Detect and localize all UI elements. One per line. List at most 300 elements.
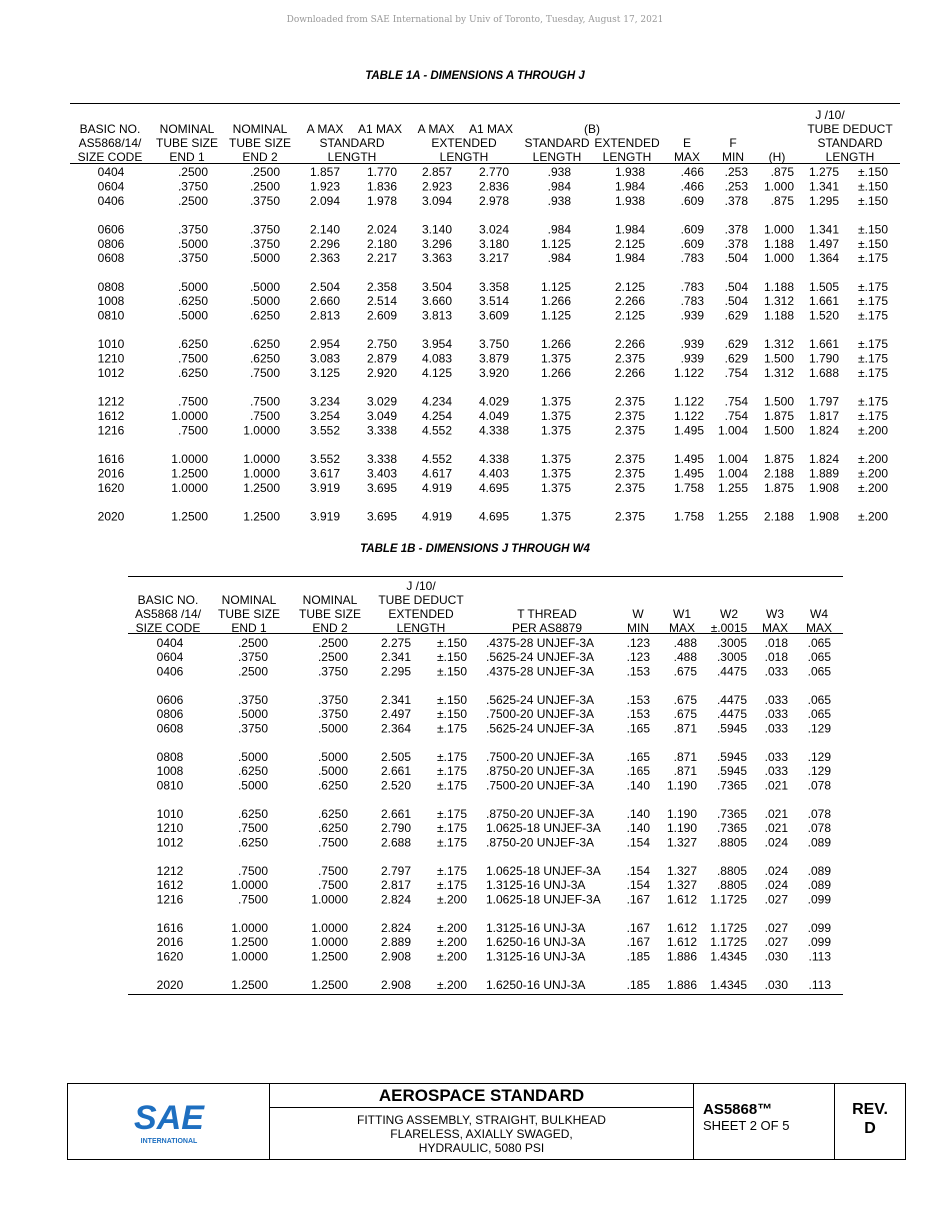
table-cell: ±.150 xyxy=(858,165,888,179)
table-cell: .783 xyxy=(680,279,704,294)
table-cell: 1.188 xyxy=(763,308,794,323)
table-cell: .4475 xyxy=(716,707,747,722)
table-cell: .3750 xyxy=(177,222,208,237)
table-cell: .875 xyxy=(770,165,794,179)
table-cell: .675 xyxy=(673,693,697,707)
table-cell: .5625-24 UNJEF-3A xyxy=(486,650,595,665)
sheet-number: SHEET 2 OF 5 xyxy=(703,1118,790,1133)
table-cell: 2.266 xyxy=(614,337,645,352)
table-cell: .153 xyxy=(626,707,650,722)
table-cell: .7500 xyxy=(177,394,208,409)
table-cell: 1.661 xyxy=(808,337,839,352)
table-cell: 3.695 xyxy=(366,509,397,523)
table-cell: 1.312 xyxy=(763,337,794,352)
column-header: TUBE SIZE xyxy=(155,136,219,150)
table-cell: .7500 xyxy=(317,835,348,850)
table-cell: 2.797 xyxy=(380,864,411,878)
table-cell: .033 xyxy=(764,721,788,736)
table-cell: 1.375 xyxy=(540,351,571,366)
table-cell: 1.875 xyxy=(763,409,794,423)
table-cell: 1616 xyxy=(97,452,125,466)
table-cell: 1.824 xyxy=(808,423,839,438)
table-cell: .4375-28 UNJEF-3A xyxy=(486,664,595,679)
table-cell: 1.188 xyxy=(763,279,794,294)
table-cell: 1.938 xyxy=(614,165,645,179)
table-cell: 1010 xyxy=(97,337,125,352)
table-cell: ±.150 xyxy=(858,236,888,251)
table-cell: .140 xyxy=(626,821,650,836)
table-cell: .5625-24 UNJEF-3A xyxy=(486,693,595,707)
svg-text:INTERNATIONAL: INTERNATIONAL xyxy=(140,1137,197,1145)
table-cell: ±.200 xyxy=(437,949,467,964)
table-cell: 1.2500 xyxy=(231,978,268,992)
column-header: AS5868/14/ xyxy=(78,136,142,150)
table-cell: 2.836 xyxy=(478,179,509,194)
table-cell: 1.2500 xyxy=(311,978,348,992)
table-cell: .3750 xyxy=(177,179,208,194)
table-cell: 1.125 xyxy=(540,308,571,323)
revision-value: D xyxy=(864,1120,876,1137)
table-cell: ±.175 xyxy=(437,864,467,878)
table-cell: .089 xyxy=(807,864,831,878)
table-cell: 1.938 xyxy=(614,193,645,208)
table-cell: 3.140 xyxy=(421,222,452,237)
table-cell: .7500 xyxy=(237,864,268,878)
table-cell: .7500-20 UNJEF-3A xyxy=(486,750,595,764)
table-cell: 1616 xyxy=(156,921,184,935)
table-cell: ±.175 xyxy=(858,251,888,266)
table-cell: 3.029 xyxy=(366,394,397,409)
table-cell: 1.0000 xyxy=(231,878,268,893)
table-cell: 3.552 xyxy=(309,423,340,438)
table-cell: .030 xyxy=(764,978,788,992)
table-cell: .3750 xyxy=(249,193,280,208)
table-cell: 0808 xyxy=(97,279,125,294)
table-cell: 1.836 xyxy=(366,179,397,194)
title-block-description xyxy=(270,1084,694,1159)
table-cell: 2.125 xyxy=(614,279,645,294)
table-cell: .2500 xyxy=(317,650,348,665)
table-cell: .6250 xyxy=(317,807,348,821)
table-cell: 1.3125-16 UNJ-3A xyxy=(486,878,586,893)
table-cell: 1.824 xyxy=(808,452,839,466)
table-cell: ±.200 xyxy=(858,452,888,466)
table-cell: 1.2500 xyxy=(171,509,208,523)
table-cell: 2.920 xyxy=(366,366,397,380)
table-cell: 2.375 xyxy=(614,409,645,423)
table-cell: 1.875 xyxy=(763,452,794,466)
table-cell: 2.266 xyxy=(614,294,645,309)
table-cell: 2.824 xyxy=(380,921,411,935)
table-cell: 1012 xyxy=(97,366,125,380)
table-cell: 1216 xyxy=(97,423,125,438)
table-cell: 2.923 xyxy=(421,179,452,194)
table-cell: ±.150 xyxy=(858,222,888,237)
table-cell: 1.188 xyxy=(763,236,794,251)
table-cell: 3.296 xyxy=(421,236,452,251)
table-cell: 1008 xyxy=(156,764,184,779)
table-cell: ±.175 xyxy=(858,351,888,366)
table-cell: 1.6250-16 UNJ-3A xyxy=(486,978,586,992)
table-cell: .033 xyxy=(764,707,788,722)
column-header: MAX xyxy=(805,621,833,635)
table-cell: 2.217 xyxy=(366,251,397,266)
table-cell: ±.200 xyxy=(437,935,467,950)
table-cell: 1212 xyxy=(156,864,184,878)
table-cell: 0406 xyxy=(156,664,184,679)
table-cell: .488 xyxy=(673,650,697,665)
table-cell: .3005 xyxy=(716,636,747,650)
table-cell: .5000 xyxy=(237,707,268,722)
table-cell: .5000 xyxy=(249,279,280,294)
column-header: LENGTH xyxy=(825,150,875,164)
table-cell: 1.122 xyxy=(673,394,704,409)
table-1a-grid xyxy=(70,103,900,523)
table-cell: 1612 xyxy=(97,409,125,423)
table-cell: 1012 xyxy=(156,835,184,850)
table-cell: 2.375 xyxy=(614,351,645,366)
table-cell: 4.919 xyxy=(421,509,452,523)
column-header: STANDARD xyxy=(319,136,385,150)
table-cell: 1.266 xyxy=(540,337,571,352)
table-cell: .5000 xyxy=(237,750,268,764)
document-title xyxy=(270,1108,693,1155)
table-cell: 2.375 xyxy=(614,466,645,481)
table-cell: 2.660 xyxy=(309,294,340,309)
table-cell: 1.1725 xyxy=(710,892,747,907)
table-cell: ±.175 xyxy=(437,835,467,850)
table-cell: 2016 xyxy=(156,935,184,950)
table-cell: .123 xyxy=(626,636,650,650)
table-cell: .021 xyxy=(764,778,788,793)
table-cell: 1.500 xyxy=(763,351,794,366)
table-cell: .024 xyxy=(764,864,788,878)
table-cell: 1.4345 xyxy=(710,949,747,964)
column-header: J /10/ xyxy=(815,108,845,122)
table-cell: 3.514 xyxy=(478,294,509,309)
table-cell: 0406 xyxy=(97,193,125,208)
table-cell: 1.0000 xyxy=(311,892,348,907)
column-header: A MAX xyxy=(417,122,455,136)
table-cell: .3750 xyxy=(317,707,348,722)
table-cell: .4475 xyxy=(716,664,747,679)
table-cell: .6250 xyxy=(177,337,208,352)
table-cell: ±.175 xyxy=(437,778,467,793)
table-cell: 2.358 xyxy=(366,279,397,294)
table-cell: .5000 xyxy=(317,764,348,779)
column-header: A1 MAX xyxy=(468,122,514,136)
table-cell: .185 xyxy=(626,949,650,964)
table-cell: 2.375 xyxy=(614,452,645,466)
table-cell: .6250 xyxy=(177,366,208,380)
table-cell: 1.341 xyxy=(808,179,839,194)
table-cell: 1.327 xyxy=(666,864,697,878)
table-cell: 3.180 xyxy=(478,236,509,251)
table-cell: .2500 xyxy=(177,165,208,179)
table-cell: 1.923 xyxy=(309,179,340,194)
column-header: BASIC NO. xyxy=(137,593,199,607)
table-cell: 1620 xyxy=(97,480,125,495)
column-header: W1 xyxy=(673,607,691,621)
table-cell: 1.190 xyxy=(666,778,697,793)
table-cell: ±.175 xyxy=(858,409,888,423)
table-cell: 1.2500 xyxy=(243,509,280,523)
table-cell: 1.1725 xyxy=(710,935,747,950)
table-cell: 3.217 xyxy=(478,251,509,266)
column-header: AS5868 /14/ xyxy=(134,607,202,621)
column-header: (B) xyxy=(584,122,600,136)
table-cell: 1.495 xyxy=(673,423,704,438)
table-cell: .939 xyxy=(680,337,704,352)
table-cell: 0606 xyxy=(97,222,125,237)
table-cell: 2.375 xyxy=(614,509,645,523)
document-number-cell xyxy=(694,1084,835,1159)
table-cell: .030 xyxy=(764,949,788,964)
table-cell: .165 xyxy=(626,721,650,736)
table-cell: ±.175 xyxy=(858,337,888,352)
table-cell: .8805 xyxy=(716,864,747,878)
column-header: MAX xyxy=(761,621,789,635)
table-cell: 2.609 xyxy=(366,308,397,323)
table-cell: .871 xyxy=(673,750,697,764)
table-cell: .7500 xyxy=(237,821,268,836)
table-cell: 1.0000 xyxy=(243,466,280,481)
table-cell: .6250 xyxy=(317,821,348,836)
table-cell: .018 xyxy=(764,650,788,665)
table-cell: .754 xyxy=(724,366,748,380)
table-cell: 1.125 xyxy=(540,279,571,294)
table-cell: 3.083 xyxy=(309,351,340,366)
column-header: SIZE CODE xyxy=(135,621,201,635)
table-cell: 2016 xyxy=(97,466,125,481)
table-cell: ±.150 xyxy=(437,636,467,650)
table-cell: .027 xyxy=(764,935,788,950)
table-cell: 4.552 xyxy=(421,423,452,438)
table-cell: .629 xyxy=(724,337,748,352)
table-cell: 1.817 xyxy=(808,409,839,423)
table-cell: .033 xyxy=(764,750,788,764)
table-cell: .875 xyxy=(770,193,794,208)
column-header: TUBE DEDUCT xyxy=(378,593,464,607)
column-header: END 1 xyxy=(231,621,267,635)
table-cell: .167 xyxy=(626,892,650,907)
table-cell: 1.295 xyxy=(808,193,839,208)
table-cell: .5000 xyxy=(317,721,348,736)
table-cell: .3750 xyxy=(317,693,348,707)
table-cell: .7500 xyxy=(317,864,348,878)
table-cell: .5000 xyxy=(177,308,208,323)
table-cell: 1210 xyxy=(156,821,184,836)
column-header: TUBE SIZE xyxy=(298,607,362,621)
table-cell: 0808 xyxy=(156,750,184,764)
table-cell: .378 xyxy=(724,236,748,251)
table-cell: 1.497 xyxy=(808,236,839,251)
table-cell: .099 xyxy=(807,921,831,935)
table-cell: 1.4345 xyxy=(710,978,747,992)
table-cell: .609 xyxy=(680,236,704,251)
column-header: F xyxy=(729,136,737,150)
table-cell: .378 xyxy=(724,222,748,237)
table-cell: 1.984 xyxy=(614,179,645,194)
table-cell: .504 xyxy=(724,279,748,294)
column-header: MIN xyxy=(627,621,649,635)
table-cell: .7500 xyxy=(177,351,208,366)
table-cell: 1612 xyxy=(156,878,184,893)
table-cell: 2.504 xyxy=(309,279,340,294)
title-line-1: FITTING ASSEMBLY, STRAIGHT, BULKHEAD xyxy=(357,1113,606,1127)
table-cell: 2.879 xyxy=(366,351,397,366)
table-cell: ±.175 xyxy=(437,807,467,821)
table-cell: .167 xyxy=(626,921,650,935)
table-cell: 3.954 xyxy=(421,337,452,352)
table-cell: .3750 xyxy=(237,721,268,736)
table-cell: 3.234 xyxy=(309,394,340,409)
table-cell: 1.0000 xyxy=(231,921,268,935)
table-cell: 2.364 xyxy=(380,721,411,736)
table-cell: .123 xyxy=(626,650,650,665)
table-cell: 1.375 xyxy=(540,480,571,495)
column-header: EXTENDED xyxy=(594,136,660,150)
table-cell: 2.813 xyxy=(309,308,340,323)
table-cell: 1.190 xyxy=(666,807,697,821)
column-header: A MAX xyxy=(306,122,344,136)
table-cell: 3.552 xyxy=(309,452,340,466)
table-cell: 1.500 xyxy=(763,394,794,409)
table-cell: 3.363 xyxy=(421,251,452,266)
table-cell: 1.886 xyxy=(666,949,697,964)
table-cell: .154 xyxy=(626,878,650,893)
table-cell: .7500-20 UNJEF-3A xyxy=(486,707,595,722)
table-cell: 1010 xyxy=(156,807,184,821)
table-cell: 2.295 xyxy=(380,664,411,679)
table-cell: 2.363 xyxy=(309,251,340,266)
table-cell: ±.175 xyxy=(437,721,467,736)
table-cell: .6250 xyxy=(237,807,268,821)
column-header: PER AS8879 xyxy=(511,621,583,635)
table-cell: .378 xyxy=(724,193,748,208)
table-cell: 1.0000 xyxy=(171,452,208,466)
table-cell: ±.200 xyxy=(437,892,467,907)
column-header: STANDARD xyxy=(524,136,590,150)
table-cell: 3.920 xyxy=(478,366,509,380)
table-cell: .8750-20 UNJEF-3A xyxy=(486,835,595,850)
table-cell: 2.790 xyxy=(380,821,411,836)
table-cell: 4.234 xyxy=(421,394,452,409)
column-header: NOMINAL xyxy=(302,593,358,607)
table-cell: .5945 xyxy=(716,721,747,736)
column-header: EXTENDED xyxy=(431,136,497,150)
table-1b xyxy=(128,576,843,996)
table-cell: ±.200 xyxy=(858,466,888,481)
table-cell: .8750-20 UNJEF-3A xyxy=(486,764,595,779)
table-cell: 1.790 xyxy=(808,351,839,366)
table-cell: .783 xyxy=(680,294,704,309)
table-cell: 1212 xyxy=(97,394,125,409)
table-cell: .4475 xyxy=(716,693,747,707)
column-header: W3 xyxy=(766,607,784,621)
table-cell: ±.150 xyxy=(858,193,888,208)
table-cell: 0608 xyxy=(97,251,125,266)
table-cell: 3.094 xyxy=(421,193,452,208)
column-header: TUBE DEDUCT xyxy=(807,122,893,136)
table-cell: 2.140 xyxy=(309,222,340,237)
table-cell: 1.000 xyxy=(763,179,794,194)
table-cell: 1.275 xyxy=(808,165,839,179)
table-cell: 0608 xyxy=(156,721,184,736)
table-cell: .078 xyxy=(807,778,831,793)
table-cell: .8805 xyxy=(716,835,747,850)
table-cell: 1.375 xyxy=(540,394,571,409)
column-header: LENGTH xyxy=(532,150,582,164)
table-cell: .024 xyxy=(764,878,788,893)
table-cell: 1.889 xyxy=(808,466,839,481)
table-cell: 2.688 xyxy=(380,835,411,850)
table-cell: .3750 xyxy=(317,664,348,679)
table-cell: 1.375 xyxy=(540,423,571,438)
table-cell: 2.770 xyxy=(478,165,509,179)
column-header: END 2 xyxy=(312,621,348,635)
table-cell: 0604 xyxy=(97,179,125,194)
download-watermark: Downloaded from SAE International by Univ of Toronto, Tuesday, August 17, 2021 xyxy=(286,15,664,25)
column-header: LENGTH xyxy=(439,150,489,164)
table-cell: 0810 xyxy=(97,308,125,323)
table-cell: 3.125 xyxy=(309,366,340,380)
column-header: ±.0015 xyxy=(710,621,748,635)
column-header: MAX xyxy=(673,150,701,164)
table-cell: 4.919 xyxy=(421,480,452,495)
table-cell: 3.617 xyxy=(309,466,340,481)
column-header: A1 MAX xyxy=(357,122,403,136)
table-cell: .871 xyxy=(673,764,697,779)
table-cell: .938 xyxy=(547,193,571,208)
table-cell: .488 xyxy=(673,636,697,650)
table-cell: .027 xyxy=(764,921,788,935)
table-cell: 2.514 xyxy=(366,294,397,309)
table-cell: 1.341 xyxy=(808,222,839,237)
table-cell: .984 xyxy=(547,222,571,237)
table-cell: ±.150 xyxy=(437,650,467,665)
table-cell: ±.175 xyxy=(858,294,888,309)
table-cell: 1.266 xyxy=(540,294,571,309)
table-cell: .2500 xyxy=(317,636,348,650)
table-cell: .065 xyxy=(807,636,831,650)
table-cell: 1.770 xyxy=(366,165,397,179)
table-cell: 2.375 xyxy=(614,423,645,438)
table-cell: 3.254 xyxy=(309,409,340,423)
title-block xyxy=(67,1083,906,1160)
column-header: (H) xyxy=(768,150,786,164)
table-cell: .4375-28 UNJEF-3A xyxy=(486,636,595,650)
document-number: AS5868™ xyxy=(703,1101,773,1118)
table-cell: .021 xyxy=(764,821,788,836)
table-cell: .466 xyxy=(680,165,704,179)
table-cell: .504 xyxy=(724,294,748,309)
table-cell: 1.190 xyxy=(666,821,697,836)
table-cell: 3.403 xyxy=(366,466,397,481)
table-cell: .027 xyxy=(764,892,788,907)
table-cell: ±.175 xyxy=(858,394,888,409)
table-cell: .6250 xyxy=(237,764,268,779)
table-cell: 3.660 xyxy=(421,294,452,309)
table-cell: .065 xyxy=(807,664,831,679)
table-cell: .7500 xyxy=(249,366,280,380)
table-cell: 3.813 xyxy=(421,308,452,323)
table-cell: 1.000 xyxy=(763,251,794,266)
table-cell: 0810 xyxy=(156,778,184,793)
table-cell: 4.083 xyxy=(421,351,452,366)
table-cell: 2020 xyxy=(156,978,184,992)
table-cell: ±.150 xyxy=(437,693,467,707)
